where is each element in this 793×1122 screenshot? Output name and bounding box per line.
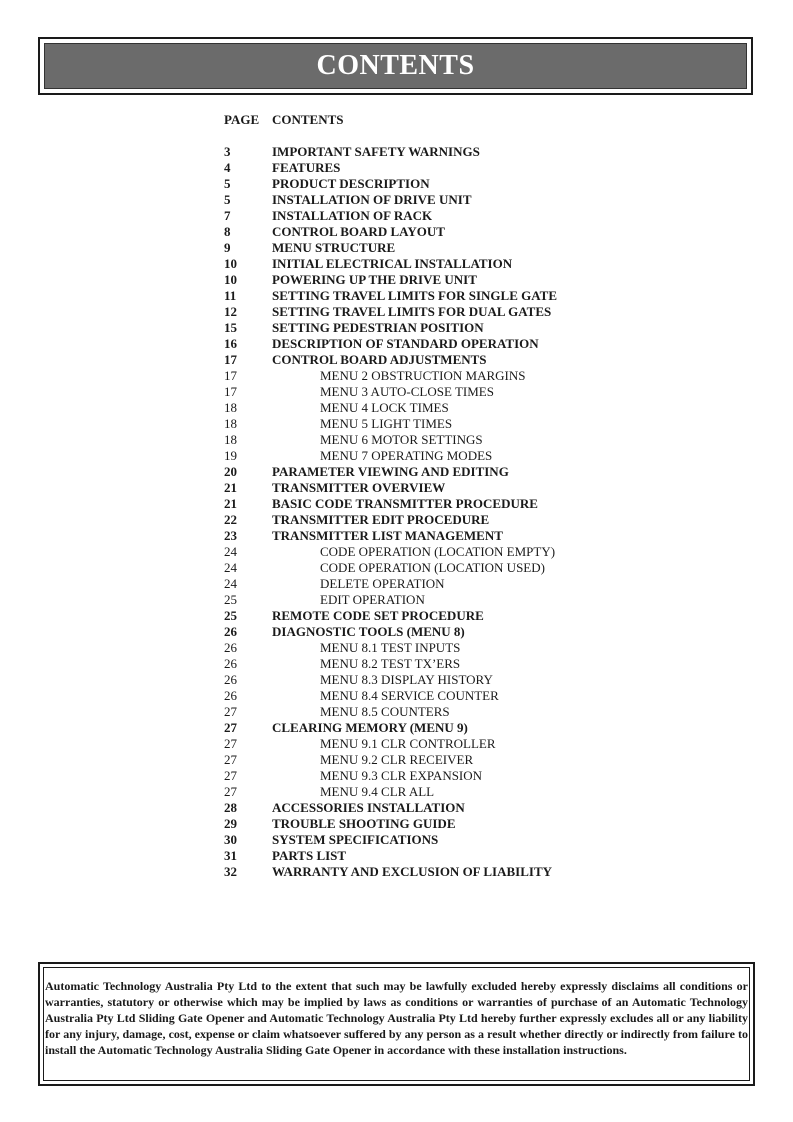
- contents-banner-inner: [44, 43, 747, 89]
- toc-entry: [224, 368, 744, 384]
- toc-entry-page: 8: [224, 224, 231, 239]
- toc-entry-title: PARTS LIST: [272, 848, 347, 863]
- toc-entry-page: 18: [224, 432, 237, 447]
- toc-entry: [224, 336, 744, 352]
- toc-entry-title: WARRANTY AND EXCLUSION OF LIABILITY: [272, 864, 553, 879]
- toc-entry: [224, 672, 744, 688]
- toc-entry-page: 22: [224, 512, 237, 527]
- toc-entry: [224, 352, 744, 368]
- contents-banner: [38, 37, 753, 95]
- toc-header-page: PAGE: [224, 112, 260, 127]
- toc-entry-title: FEATURES: [272, 160, 341, 175]
- toc-entry-page: 31: [224, 848, 237, 863]
- toc-entry: [224, 576, 744, 592]
- toc-entry-page: 21: [224, 480, 237, 495]
- toc-entry-page: 27: [224, 752, 237, 767]
- toc-entry-title: MENU 9.3 CLR EXPANSION: [320, 768, 483, 783]
- toc-entry: [224, 752, 744, 768]
- toc-entry-title: MENU 8.3 DISPLAY HISTORY: [320, 672, 493, 687]
- toc-entry-title: CODE OPERATION (LOCATION USED): [320, 560, 545, 575]
- toc-entry-title: MENU 8.2 TEST TX’ERS: [320, 656, 461, 671]
- toc-entry-page: 24: [224, 544, 237, 559]
- toc-entry: [224, 608, 744, 624]
- toc-entry: [224, 304, 744, 320]
- toc-entry-title: EDIT OPERATION: [320, 592, 425, 607]
- toc-entry-page: 24: [224, 560, 237, 575]
- liability-disclaimer-text: Automatic Technology Australia Pty Ltd to the extent that such may be lawfully excluded hereby expressly disclaims all conditions or warranties, statutory or otherwise which may be implied by laws as conditions or warranties of purchase of an Automatic Technology Australia Pty Ltd Sliding Gate Opener and Automatic Technology Australia Pty Ltd hereby further expressly excludes all or any liability for any injury, damage, cost, expense or claim whatsoever suffered by any person as a result whether directly or indirectly from failure to install the Automatic Technology Australia Sliding Gate Opener in accordance with these installation instructions.: [45, 979, 748, 1057]
- table-of-contents: [224, 112, 744, 880]
- toc-entry: [224, 240, 744, 256]
- toc-entry: [224, 464, 744, 480]
- toc-entry-title: MENU STRUCTURE: [272, 240, 396, 255]
- toc-entry: [224, 624, 744, 640]
- toc-entry: [224, 688, 744, 704]
- toc-entry-title: MENU 5 LIGHT TIMES: [320, 416, 453, 431]
- toc-entry: [224, 832, 744, 848]
- toc-entry-page: 26: [224, 640, 237, 655]
- toc-entry-page: 26: [224, 656, 237, 671]
- toc-entry: [224, 720, 744, 736]
- toc-entry: [224, 512, 744, 528]
- toc-entry: [224, 528, 744, 544]
- toc-entry-title: MENU 3 AUTO-CLOSE TIMES: [320, 384, 494, 399]
- toc-entry-page: 18: [224, 416, 237, 431]
- toc-entry-page: 11: [224, 288, 237, 303]
- toc-entry-page: 18: [224, 400, 237, 415]
- toc-entry-title: DELETE OPERATION: [320, 576, 445, 591]
- toc-entry-title: INSTALLATION OF RACK: [272, 208, 433, 223]
- toc-entry-page: 29: [224, 816, 237, 831]
- page-title: CONTENTS: [316, 50, 475, 81]
- toc-entry-page: 28: [224, 800, 237, 815]
- toc-entry-title: DESCRIPTION OF STANDARD OPERATION: [272, 336, 539, 351]
- toc-entry-title: MENU 6 MOTOR SETTINGS: [320, 432, 483, 447]
- toc-header-contents: CONTENTS: [272, 112, 344, 127]
- toc-entry-page: 12: [224, 304, 237, 319]
- toc-entry-page: 7: [224, 208, 231, 223]
- toc-entry-page: 16: [224, 336, 237, 351]
- toc-entries: [224, 144, 744, 880]
- toc-entry: [224, 208, 744, 224]
- toc-entry-page: 27: [224, 784, 237, 799]
- toc-entry: [224, 192, 744, 208]
- toc-entry-title: DIAGNOSTIC TOOLS (MENU 8): [272, 624, 465, 639]
- toc-entry: [224, 704, 744, 720]
- toc-entry-page: 26: [224, 624, 237, 639]
- toc-entry-page: 23: [224, 528, 237, 543]
- toc-entry-title: INSTALLATION OF DRIVE UNIT: [272, 192, 472, 207]
- toc-entry-page: 27: [224, 768, 237, 783]
- toc-entry-title: TROUBLE SHOOTING GUIDE: [272, 816, 456, 831]
- toc-entry-title: SETTING TRAVEL LIMITS FOR SINGLE GATE: [272, 288, 558, 303]
- toc-entry-title: IMPORTANT SAFETY WARNINGS: [272, 144, 480, 159]
- toc-entry-title: TRANSMITTER LIST MANAGEMENT: [272, 528, 503, 543]
- toc-entry-title: CONTROL BOARD LAYOUT: [272, 224, 445, 239]
- toc-entry-title: TRANSMITTER OVERVIEW: [272, 480, 446, 495]
- toc-entry: [224, 864, 744, 880]
- toc-entry-page: 17: [224, 368, 237, 383]
- toc-entry-title: CONTROL BOARD ADJUSTMENTS: [272, 352, 487, 367]
- toc-entry-page: 27: [224, 720, 237, 735]
- toc-entry-page: 20: [224, 464, 237, 479]
- toc-entry: [224, 144, 744, 160]
- toc-entry: [224, 640, 744, 656]
- toc-entry: [224, 560, 744, 576]
- toc-entry-page: 4: [224, 160, 231, 175]
- toc-entry-page: 26: [224, 688, 237, 703]
- toc-entry-title: ACCESSORIES INSTALLATION: [272, 800, 465, 815]
- toc-entry-page: 26: [224, 672, 237, 687]
- toc-entry-title: PRODUCT DESCRIPTION: [272, 176, 430, 191]
- toc-entry-title: CODE OPERATION (LOCATION EMPTY): [320, 544, 556, 559]
- toc-entry-title: CLEARING MEMORY (MENU 9): [272, 720, 468, 735]
- toc-entry-title: BASIC CODE TRANSMITTER PROCEDURE: [272, 496, 538, 511]
- toc-entry: [224, 384, 744, 400]
- toc-entry-title: POWERING UP THE DRIVE UNIT: [272, 272, 477, 287]
- toc-header: [224, 112, 744, 128]
- toc-entry: [224, 848, 744, 864]
- toc-entry: [224, 320, 744, 336]
- toc-entry-page: 24: [224, 576, 237, 591]
- toc-entry-title: MENU 9.1 CLR CONTROLLER: [320, 736, 496, 751]
- toc-entry-title: MENU 4 LOCK TIMES: [320, 400, 449, 415]
- toc-entry-page: 27: [224, 704, 237, 719]
- toc-entry-page: 21: [224, 496, 237, 511]
- toc-entry: [224, 784, 744, 800]
- toc-entry-page: 27: [224, 736, 237, 751]
- toc-entry: [224, 480, 744, 496]
- toc-entry-page: 5: [224, 176, 231, 191]
- toc-entry-title: TRANSMITTER EDIT PROCEDURE: [272, 512, 490, 527]
- toc-entry: [224, 176, 744, 192]
- toc-entry-page: 17: [224, 352, 237, 367]
- toc-entry-page: 25: [224, 608, 237, 623]
- toc-entry-page: 10: [224, 272, 237, 287]
- toc-entry-title: MENU 8.1 TEST INPUTS: [320, 640, 461, 655]
- toc-entry: [224, 656, 744, 672]
- toc-entry-title: MENU 7 OPERATING MODES: [320, 448, 493, 463]
- toc-entry: [224, 736, 744, 752]
- toc-entry: [224, 416, 744, 432]
- toc-entry-title: INITIAL ELECTRICAL INSTALLATION: [272, 256, 513, 271]
- toc-entry: [224, 768, 744, 784]
- toc-entry-page: 32: [224, 864, 237, 879]
- toc-entry: [224, 224, 744, 240]
- toc-entry-title: SETTING TRAVEL LIMITS FOR DUAL GATES: [272, 304, 552, 319]
- toc-entry-page: 30: [224, 832, 237, 847]
- toc-entry-title: MENU 8.5 COUNTERS: [320, 704, 450, 719]
- toc-entry-title: MENU 9.2 CLR RECEIVER: [320, 752, 474, 767]
- toc-entry: [224, 288, 744, 304]
- toc-entry-page: 25: [224, 592, 237, 607]
- toc-entry: [224, 544, 744, 560]
- toc-entry: [224, 448, 744, 464]
- toc-entry-page: 17: [224, 384, 237, 399]
- toc-entry-page: 10: [224, 256, 237, 271]
- toc-entry-page: 15: [224, 320, 237, 335]
- toc-entry: [224, 400, 744, 416]
- toc-entry-title: SETTING PEDESTRIAN POSITION: [272, 320, 484, 335]
- toc-entry: [224, 592, 744, 608]
- toc-entry-page: 3: [224, 144, 231, 159]
- toc-entry: [224, 800, 744, 816]
- toc-entry-page: 5: [224, 192, 231, 207]
- toc-entry-title: SYSTEM SPECIFICATIONS: [272, 832, 439, 847]
- toc-entry-title: MENU 9.4 CLR ALL: [320, 784, 435, 799]
- toc-entry: [224, 432, 744, 448]
- liability-disclaimer-inner: [43, 967, 750, 1081]
- toc-entry-title: MENU 8.4 SERVICE COUNTER: [320, 688, 499, 703]
- toc-entry: [224, 816, 744, 832]
- toc-entry: [224, 496, 744, 512]
- toc-entry-page: 9: [224, 240, 231, 255]
- toc-entry: [224, 160, 744, 176]
- liability-disclaimer-box: [38, 962, 755, 1086]
- toc-entry-page: 19: [224, 448, 237, 463]
- toc-entry-title: REMOTE CODE SET PROCEDURE: [272, 608, 484, 623]
- toc-entry-title: PARAMETER VIEWING AND EDITING: [272, 464, 509, 479]
- toc-entry-title: MENU 2 OBSTRUCTION MARGINS: [320, 368, 526, 383]
- toc-entry: [224, 272, 744, 288]
- toc-entry: [224, 256, 744, 272]
